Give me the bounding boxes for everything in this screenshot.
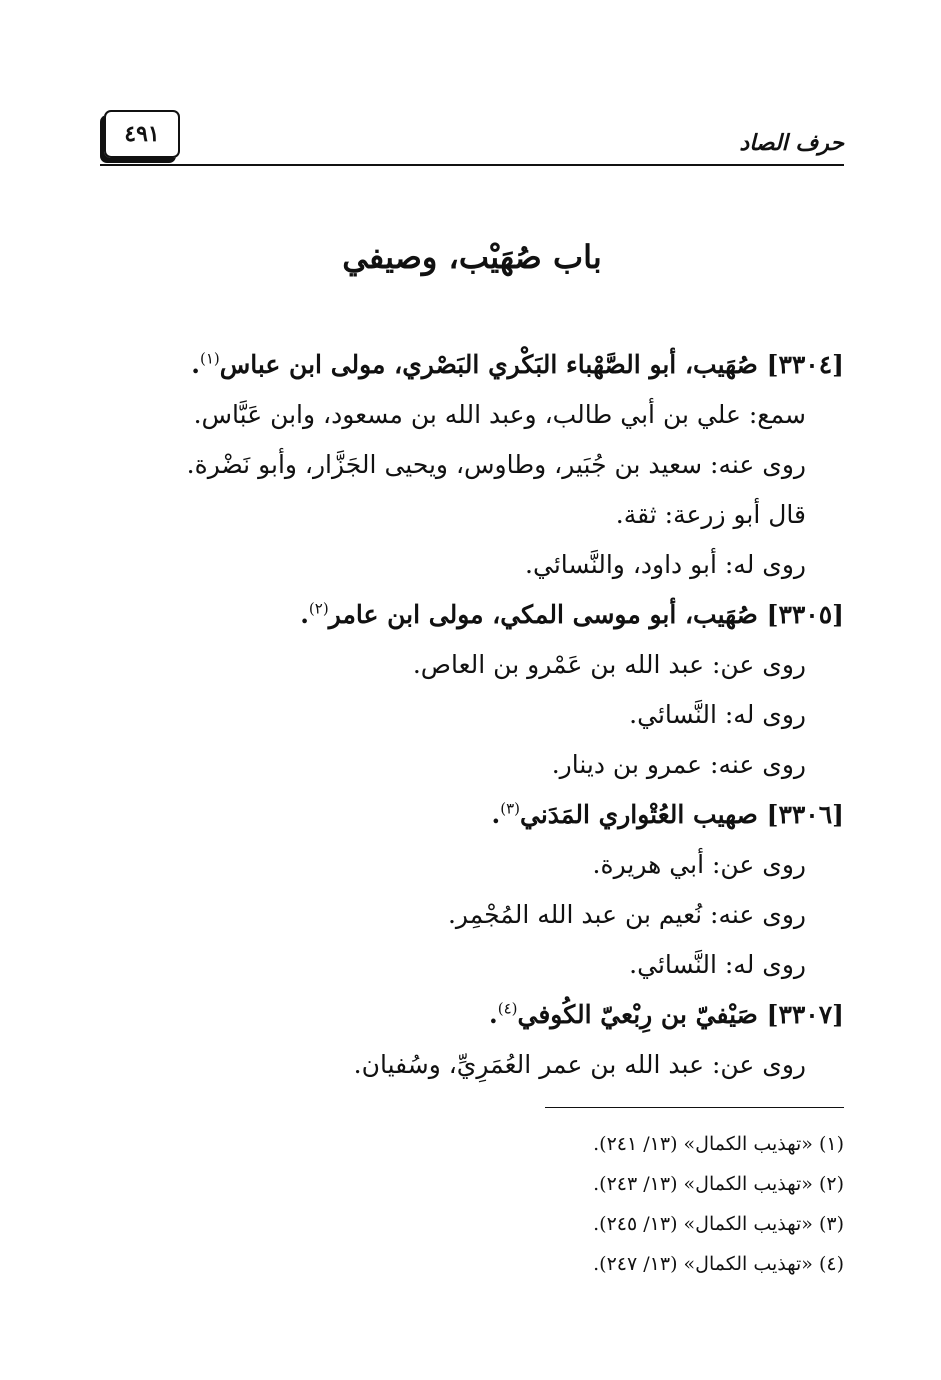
entry-number: [٣٣٠٧] [766, 1000, 844, 1029]
footnote-ref: (٤) [497, 999, 518, 1018]
footnote: (٣) «تهذيب الكمال» (١٣/ ٢٤٥). [593, 1213, 844, 1235]
entry-heading-text: صَيْفيّ بن رِبْعيّ الكُوفي [517, 1000, 758, 1029]
entry-line: روى له: النَّسائي. [629, 700, 806, 729]
entry-line: روى عن: عبد الله بن عمر العُمَرِيِّ، وسُفيان. [353, 1050, 806, 1079]
header-rule [100, 164, 844, 166]
page-header [100, 108, 844, 166]
footnote-ref: (٣) [500, 799, 521, 818]
chapter-title: باب صُهَيْب، وصيفي [342, 238, 602, 276]
entry-heading-text: صهيب العُتْواري المَدَني [520, 800, 758, 829]
footnote-ref: (٢) [308, 599, 329, 618]
entry-heading: [٣٣٠٥] صُهَيب، أبو موسى المكي، مولى ابن عامر$^{(٢)}$. [300, 599, 844, 629]
entry-line: روى له: النَّسائي. [629, 950, 806, 979]
entry-heading: [٣٣٠٧] صَيْفيّ بن رِبْعيّ الكُوفي$^{(٤)}$. [489, 999, 844, 1029]
entry-line: روى عن: أبي هريرة. [592, 850, 806, 879]
entry-heading-text: صُهَيب، أبو موسى المكي، مولى ابن عامر [328, 600, 758, 629]
footnotes [100, 1124, 844, 1284]
entry-line: روى عنه: سعيد بن جُبَير، وطاوس، ويحيى الجَزَّار، وأبو نَضْرة. [186, 450, 806, 479]
running-title: حرف الصاد [739, 130, 844, 156]
entry-heading-text: صُهَيب، أبو الصَّهْباء البَكْري البَصْري، مولى ابن عباس [219, 350, 758, 379]
entry-line: روى له: أبو داود، والنَّسائي. [525, 550, 806, 579]
entry-number: [٣٣٠٦] [766, 800, 844, 829]
entry-number: [٣٣٠٤] [766, 350, 844, 379]
entry-line: قال أبو زرعة: ثقة. [615, 500, 806, 529]
entry-line: روى عنه: نُعيم بن عبد الله المُجْمِر. [447, 900, 806, 929]
entry-line: روى عن: عبد الله بن عَمْرو بن العاص. [412, 650, 806, 679]
entry-number: [٣٣٠٥] [766, 600, 844, 629]
entry-heading: [٣٣٠٦] صهيب العُتْواري المَدَني$^{(٣)}$. [491, 799, 844, 829]
page-number: ٤٩١ [104, 110, 180, 158]
page-body [100, 340, 844, 1090]
entry-line: سمع: علي بن أبي طالب، وعبد الله بن مسعود، وابن عَبَّاس. [193, 400, 806, 429]
entry-heading: [٣٣٠٤] صُهَيب، أبو الصَّهْباء البَكْري البَصْري، مولى ابن عباس$^{(١)}$. [191, 349, 844, 379]
footnote: (٢) «تهذيب الكمال» (١٣/ ٢٤٣). [593, 1173, 844, 1195]
entry-line: روى عنه: عمرو بن دينار. [551, 750, 806, 779]
footnote: (٤) «تهذيب الكمال» (١٣/ ٢٤٧). [593, 1253, 844, 1275]
footnote: (١) «تهذيب الكمال» (١٣/ ٢٤١). [593, 1133, 844, 1155]
footnote-ref: (١) [199, 349, 220, 368]
footnote-divider [545, 1107, 844, 1108]
